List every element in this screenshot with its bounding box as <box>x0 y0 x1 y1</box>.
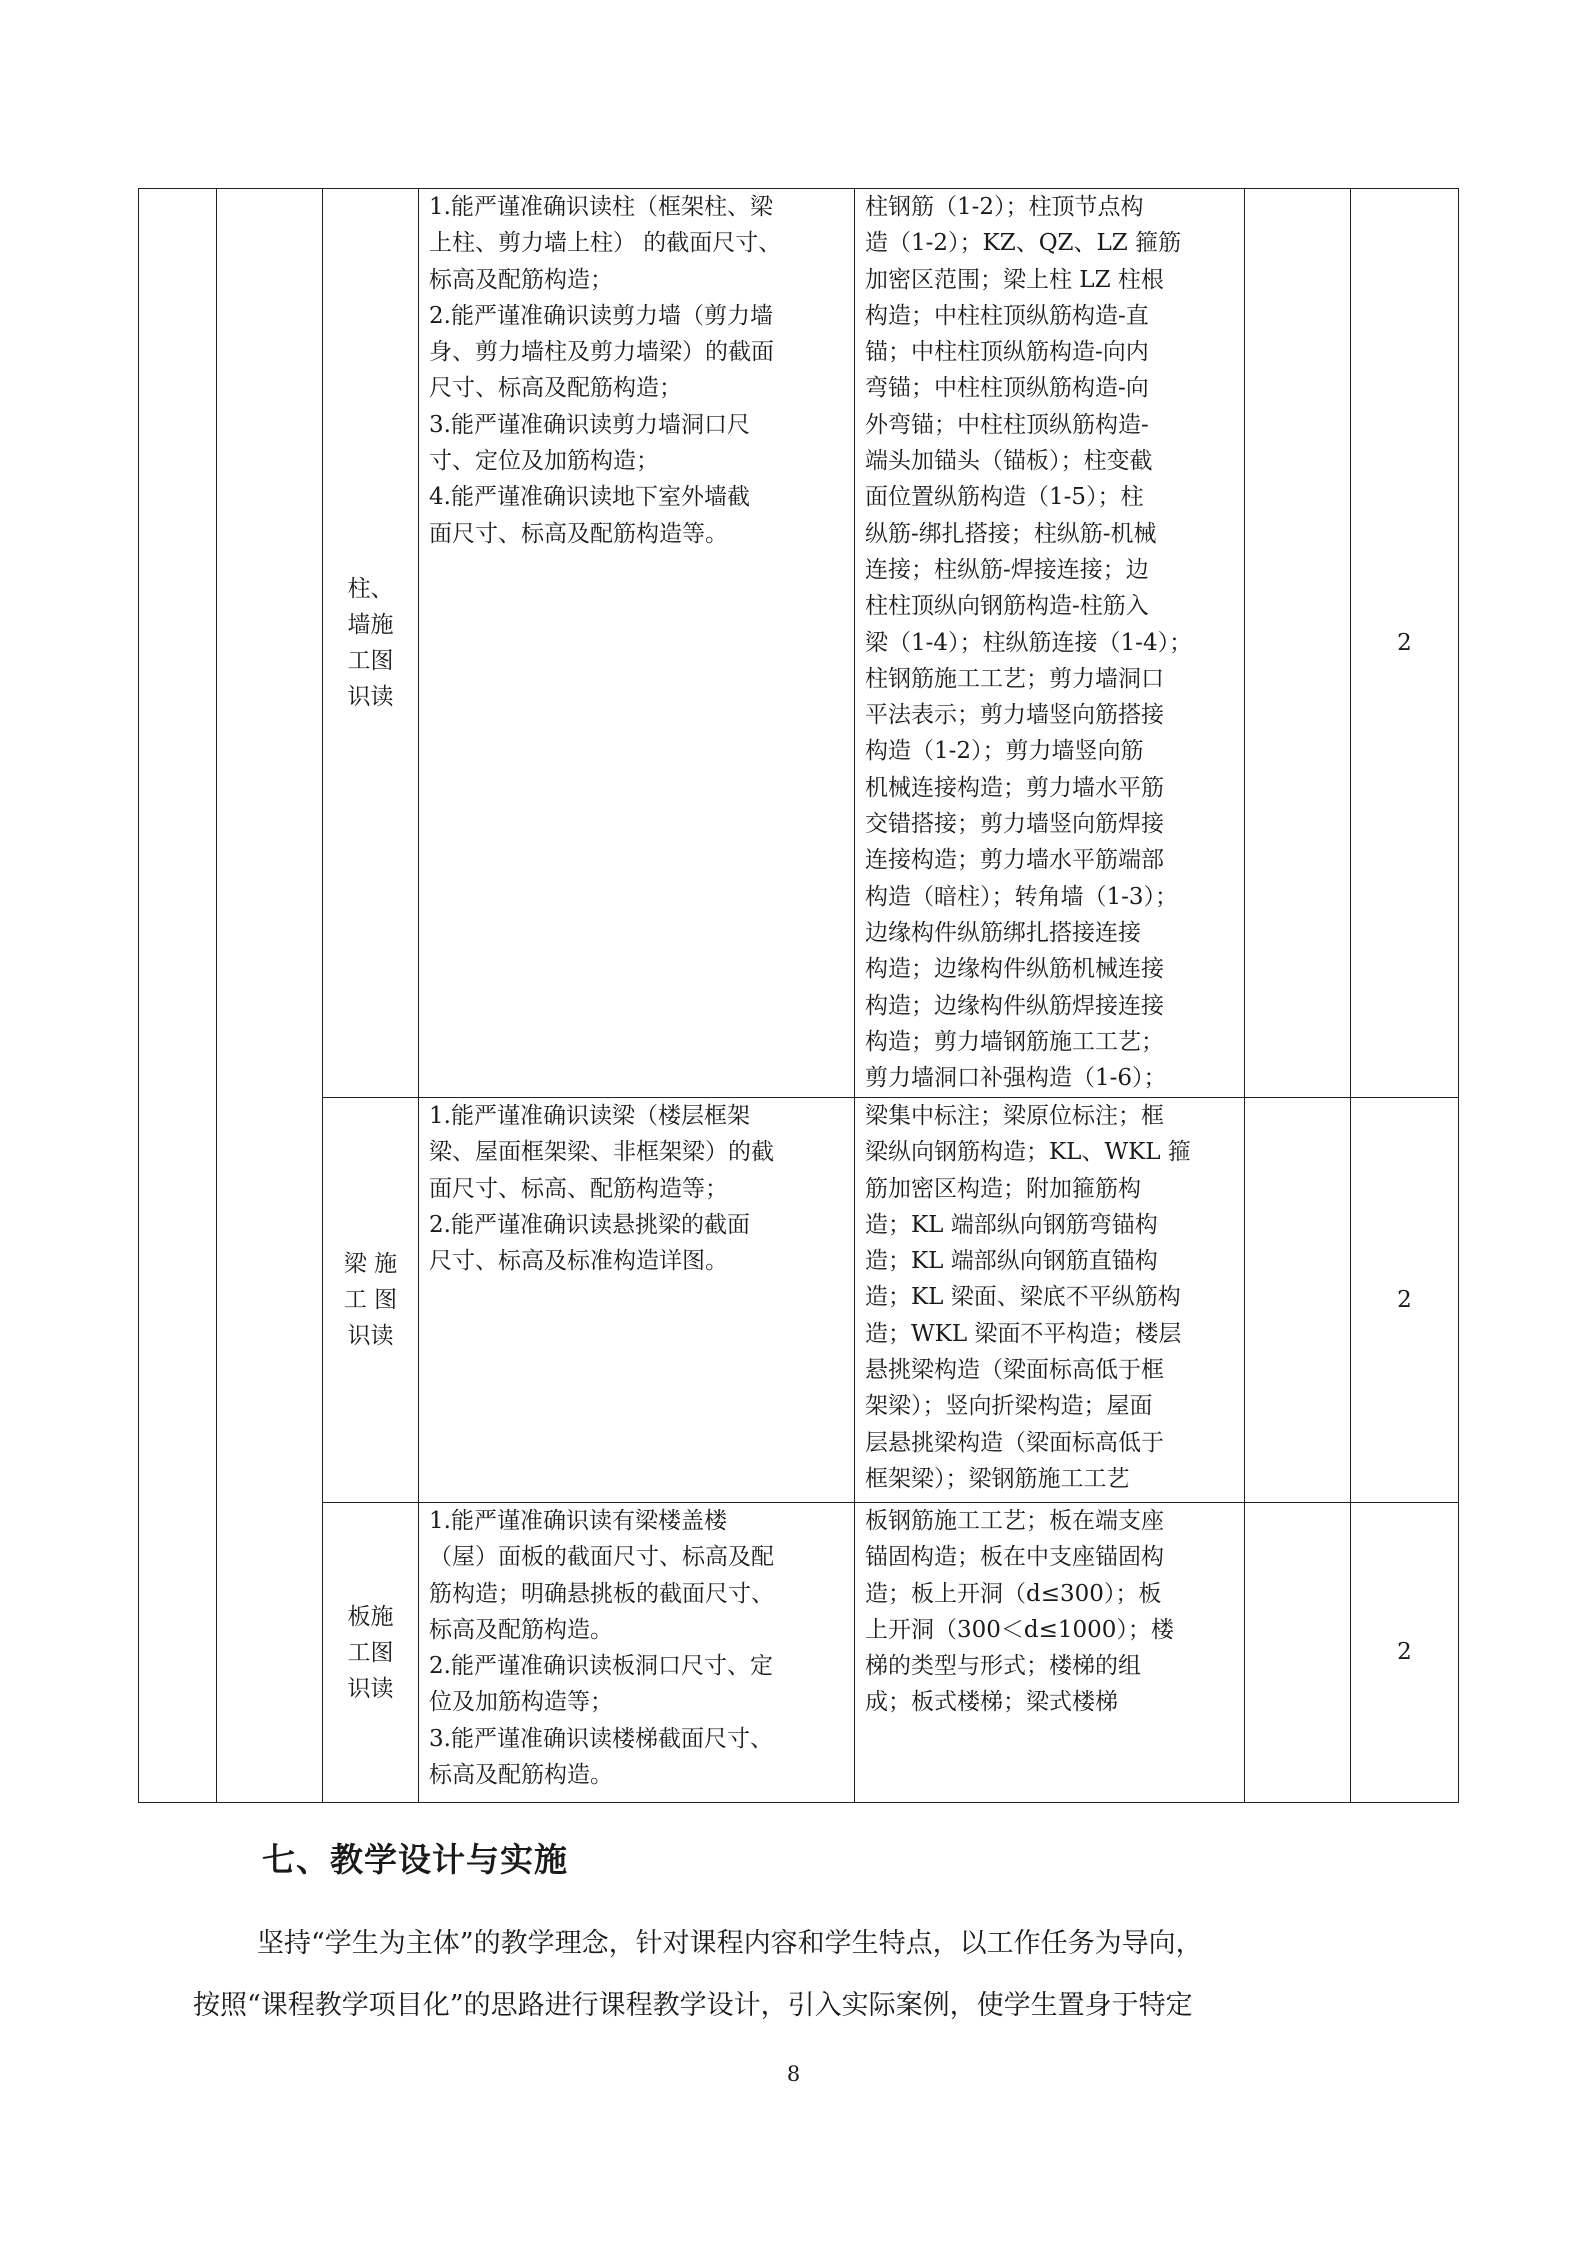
requirements-cell <box>419 1503 855 1803</box>
table-row <box>139 1098 1459 1503</box>
table-row <box>139 1503 1459 1803</box>
requirements-cell <box>419 1098 855 1503</box>
content-cell <box>855 189 1245 1098</box>
section-heading: 七、教学设计与实施 <box>262 1840 568 1879</box>
unit-name-cell <box>323 1098 419 1503</box>
requirements-text: 1.能严谨准确识读柱（框架柱、梁 上柱、剪力墙上柱） 的截面尺寸、 标高及配筋构造； 2.能严谨准确识读剪力墙（剪力墙 身、剪力墙柱及剪力墙梁）的截面 尺寸、标高及配筋构造； 3.能严谨准确识读剪力墙洞口尺 寸、定位及加筋构造； 4.能严谨准确识读地下室外墙截 面尺寸、标高及配筋构造等。 <box>429 194 782 547</box>
blank-cell <box>1245 1503 1351 1803</box>
content-text: 柱钢筋（1-2）；柱顶节点构 造（1-2）；KZ、QZ、LZ 箍筋 加密区范围；梁上柱 LZ 柱根 构造；中柱柱顶纵筋构造-直 锚；中柱柱顶纵筋构造-向内 弯锚；中柱柱顶纵筋构造-向 外弯锚；中柱柱顶纵筋构造- 端头加锚头（锚板）；柱变截 面位置纵筋构造（1-5）；柱 纵筋-绑扎搭接；柱纵筋-机械 连接；柱纵筋-焊接连接；边 柱柱顶纵向钢筋构造-柱筋入 梁（1-4）；柱纵筋连接（1-4）； 柱钢筋施工工艺；剪力墙洞口 平法表示；剪力墙竖向筋搭接 构造（1-2）；剪力墙竖向筋 机械连接构造；剪力墙水平筋 交错搭接；剪力墙竖向筋焊接 连接构造；剪力墙水平筋端部 构造（暗柱）；转角墙（1-3）； 边缘构件纵筋绑扎搭接连接 构造；边缘构件纵筋机械连接 构造；边缘构件纵筋焊接连接 构造；剪力墙钢筋施工工艺； 剪力墙洞口补强构造（1-6）； <box>865 194 1193 1092</box>
unit-name-cell <box>323 1503 419 1803</box>
requirements-cell <box>419 189 855 1098</box>
content-text: 梁集中标注；梁原位标注；框 梁纵向钢筋构造；KL、WKL 箍 筋加密区构造；附加箍筋构 造；KL 端部纵向钢筋弯锚构 造；KL 端部纵向钢筋直锚构 造；KL 梁面、梁底不平纵筋构 造；WKL 梁面不平构造；楼层 悬挑梁构造（梁面标高低于框 架梁）；竖向折梁构造；屋面 层悬挑梁构造（梁面标高低于 框架梁）；梁钢筋施工工艺 <box>865 1103 1191 1492</box>
hours-cell <box>1351 189 1459 1098</box>
unit-name: 柱、 墙施 工图 识读 <box>347 576 394 710</box>
content-cell <box>855 1503 1245 1803</box>
requirements-text: 1.能严谨准确识读梁（楼层框架 梁、屋面框架梁、非框架梁）的截 面尺寸、标高、配筋构造等； 2.能严谨准确识读悬挑梁的截面 尺寸、标高及标准构造详图。 <box>429 1103 774 1275</box>
hours-cell <box>1351 1503 1459 1803</box>
unit-name: 板施 工图 识读 <box>347 1603 394 1702</box>
table-row <box>139 189 1459 1098</box>
hours-value: 2 <box>1397 1639 1412 1666</box>
content-cell <box>855 1098 1245 1503</box>
module-name-cell <box>217 189 323 1803</box>
unit-name: 梁 施 工 图 识读 <box>343 1251 398 1349</box>
unit-name-cell <box>323 189 419 1098</box>
module-number-cell <box>139 189 217 1803</box>
blank-cell <box>1245 1098 1351 1503</box>
hours-value: 2 <box>1397 629 1412 656</box>
page-number: 8 <box>786 2062 801 2086</box>
hours-cell <box>1351 1098 1459 1503</box>
content-text: 板钢筋施工工艺；板在端支座 锚固构造；板在中支座锚固构 造；板上开洞（d≤300）；板 上开洞（300＜d≤1000）；楼 梯的类型与形式；楼梯的组 成；板式楼梯；梁式楼梯 <box>865 1508 1174 1716</box>
hours-value: 2 <box>1397 1286 1412 1313</box>
paragraph-line: 按照“课程教学项目化”的思路进行课程教学设计，引入实际案例，使学生置身于特定 <box>193 1990 1193 2021</box>
requirements-text: 1.能严谨准确识读有梁楼盖楼 （屋）面板的截面尺寸、标高及配 筋构造；明确悬挑板的截面尺寸、 标高及配筋构造。 2.能严谨准确识读板洞口尺寸、定 位及加筋构造等； 3.能严谨准确识读楼梯截面尺寸、 标高及配筋构造。 <box>429 1508 774 1789</box>
blank-cell <box>1245 189 1351 1098</box>
paragraph-line: 坚持“学生为主体”的教学理念，针对课程内容和学生特点，以工作任务为导向， <box>257 1928 1203 1959</box>
course-content-table <box>138 188 1459 1803</box>
